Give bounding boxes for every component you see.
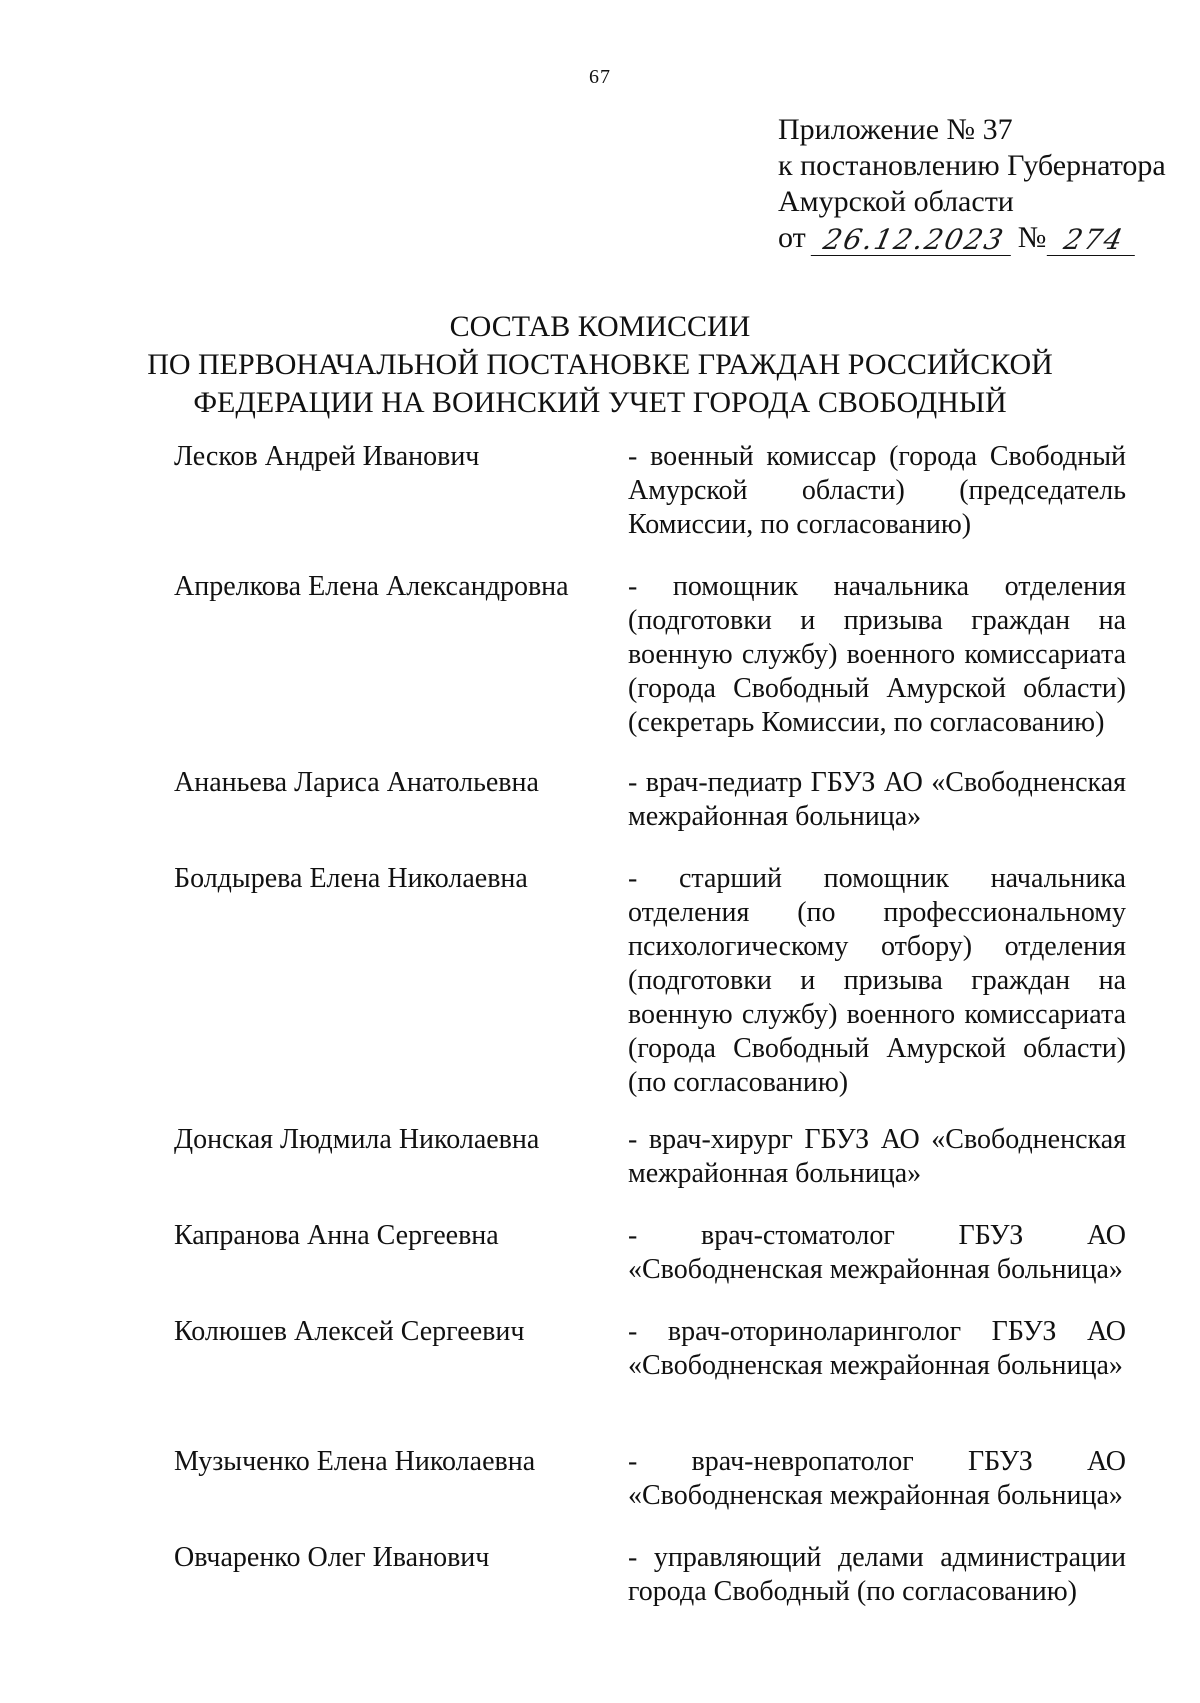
member-row bbox=[174, 766, 1134, 834]
appendix-region: Амурской области bbox=[778, 185, 1014, 218]
document-title bbox=[0, 308, 1200, 422]
member-role: - врач-хирург ГБУЗ АО «Свободненская межрайонная больница» bbox=[628, 1124, 1126, 1189]
member-name: Капранова Анна Сергеевна bbox=[174, 1220, 499, 1251]
member-role: - врач-педиатр ГБУЗ АО «Свободненская межрайонная больница» bbox=[628, 767, 1126, 832]
member-row bbox=[174, 1123, 1134, 1191]
member-name: Музыченко Елена Николаевна bbox=[174, 1446, 536, 1477]
handwritten-number: 274 bbox=[1047, 225, 1142, 256]
member-role: - старший помощник начальника отделения (по профессиональному психологическому отбору) отделения (подготовки и призыва граждан на военную службу) военного комиссариата (города Свободный Амурской области) (по согласованию) bbox=[628, 863, 1126, 1098]
number-sign: № bbox=[1017, 221, 1047, 254]
member-role: - помощник начальника отделения (подготовки и призыва граждан на военную службу) военного комиссариата (города Свободный Амурской области) (секретарь Комиссии, по согласованию) bbox=[628, 571, 1126, 738]
page-number: 67 bbox=[589, 66, 611, 88]
member-name: Болдырева Елена Николаевна bbox=[174, 863, 528, 894]
member-row bbox=[174, 1445, 1134, 1513]
appendix-block bbox=[778, 112, 1178, 256]
title-line-3: ФЕДЕРАЦИИ НА ВОИНСКИЙ УЧЕТ ГОРОДА СВОБОДНЫЙ bbox=[193, 386, 1007, 419]
appendix-title: Приложение № 37 bbox=[778, 113, 1013, 146]
handwritten-date: 26.12.2023 bbox=[810, 225, 1017, 256]
appendix-date-line bbox=[778, 220, 1178, 256]
member-row bbox=[174, 1541, 1134, 1609]
member-name: Апрелкова Елена Александровна bbox=[174, 571, 569, 602]
member-name: Ананьева Лариса Анатольевна bbox=[174, 767, 539, 798]
date-prefix: от bbox=[778, 221, 806, 254]
member-name: Донская Людмила Николаевна bbox=[174, 1124, 540, 1155]
member-row bbox=[174, 570, 1134, 740]
member-role: - врач-оториноларинголог ГБУЗ АО «Свободненская межрайонная больница» bbox=[628, 1316, 1126, 1381]
member-name: Колюшев Алексей Сергеевич bbox=[174, 1316, 525, 1347]
appendix-decree: к постановлению Губернатора bbox=[778, 149, 1166, 182]
title-line-2: ПО ПЕРВОНАЧАЛЬНОЙ ПОСТАНОВКЕ ГРАЖДАН РОССИЙСКОЙ bbox=[147, 348, 1053, 381]
member-row bbox=[174, 440, 1134, 542]
member-role: - военный комиссар (города Свободный Амурской области) (председатель Комиссии, по согласованию) bbox=[628, 441, 1126, 540]
title-line-1: СОСТАВ КОМИССИИ bbox=[449, 310, 751, 343]
member-row bbox=[174, 1315, 1134, 1383]
member-role: - управляющий делами администрации города Свободный (по согласованию) bbox=[628, 1542, 1126, 1607]
member-row bbox=[174, 862, 1134, 1100]
member-name: Овчаренко Олег Иванович bbox=[174, 1542, 490, 1573]
member-role: - врач-невропатолог ГБУЗ АО «Свободненская межрайонная больница» bbox=[628, 1446, 1126, 1511]
member-name: Лесков Андрей Иванович bbox=[174, 441, 480, 472]
member-role: - врач-стоматолог ГБУЗ АО «Свободненская межрайонная больница» bbox=[628, 1220, 1126, 1285]
member-row bbox=[174, 1219, 1134, 1287]
